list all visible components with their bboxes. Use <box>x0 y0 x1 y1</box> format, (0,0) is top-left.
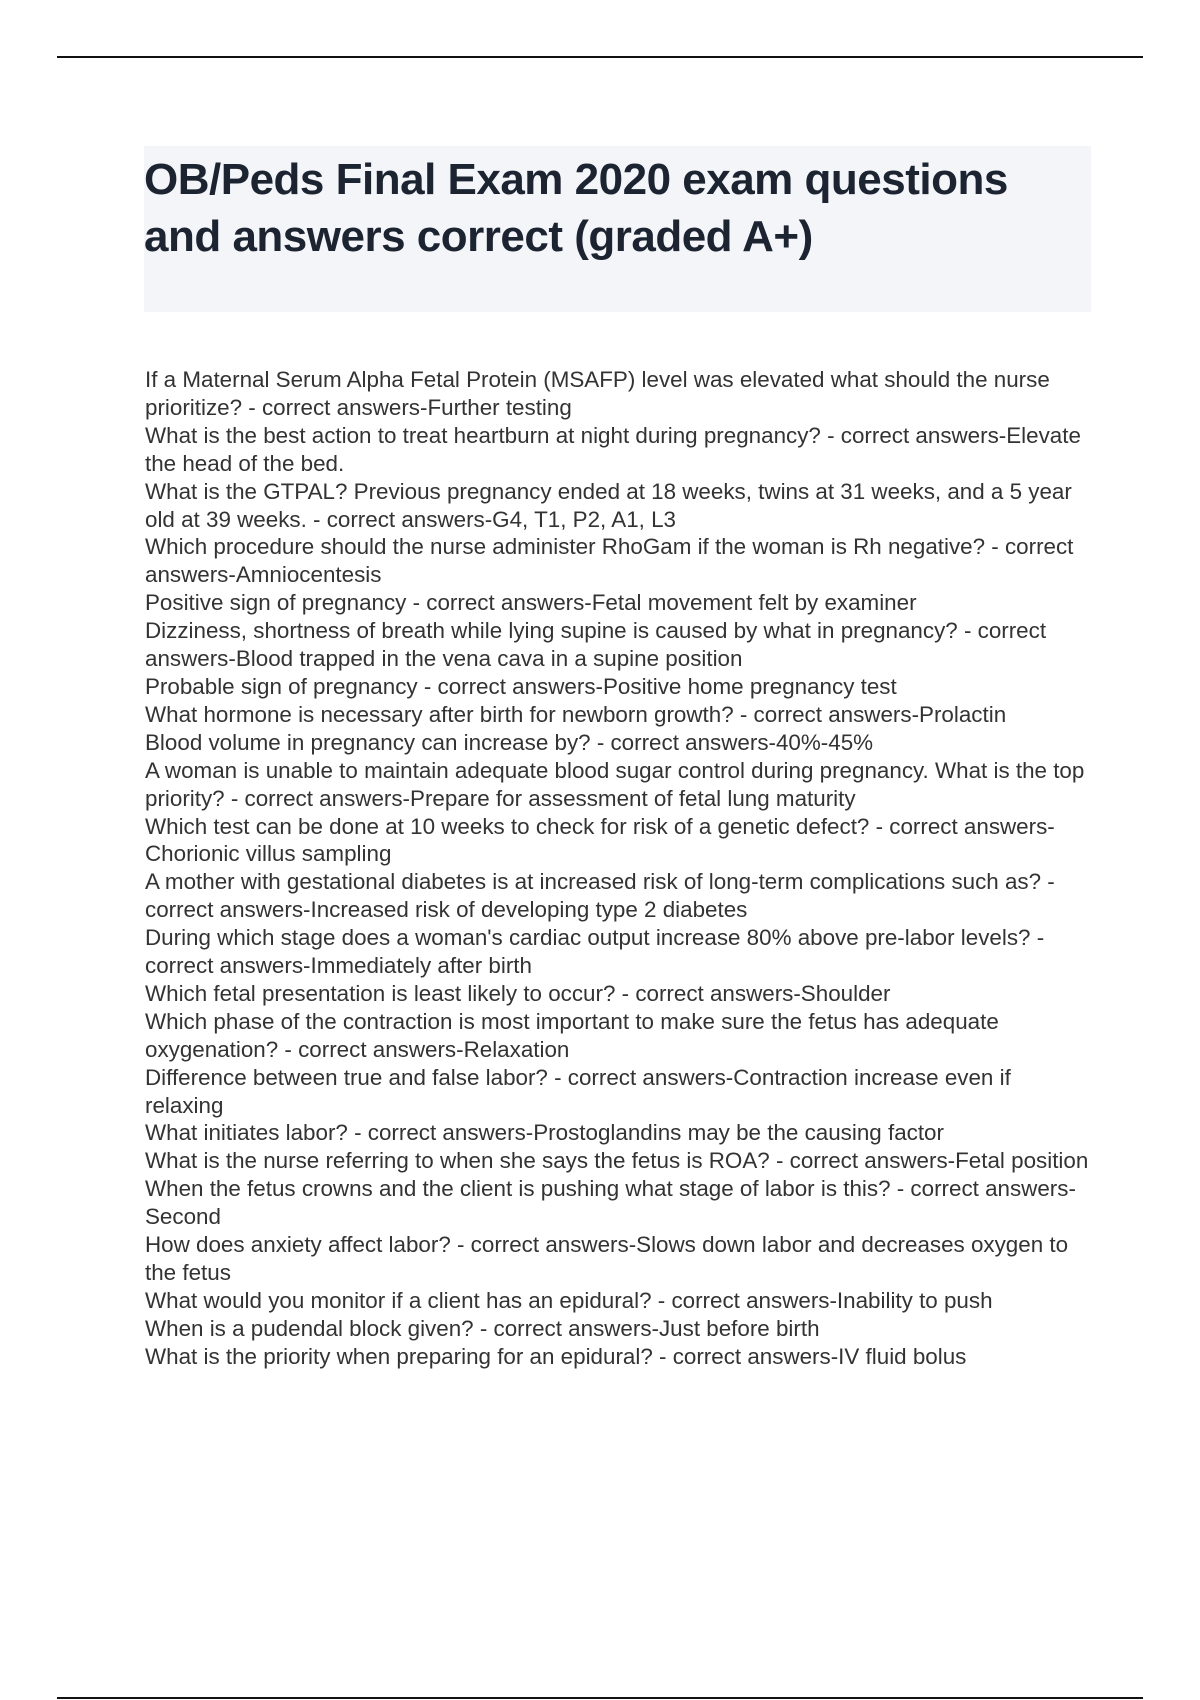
qa-item: What is the priority when preparing for an epidural? - correct answers-IV fluid bolus <box>145 1343 967 1369</box>
title-block <box>144 146 1091 312</box>
qa-item: What hormone is necessary after birth for newborn growth? - correct answers-Prolactin <box>145 701 1007 727</box>
qa-item: Difference between true and false labor? - correct answers-Contraction increase even if relaxing <box>145 1064 1011 1118</box>
qa-item: When the fetus crowns and the client is pushing what stage of labor is this? - correct answers-Second <box>145 1176 1076 1230</box>
qa-item: What is the nurse referring to when she says the fetus is ROA? - correct answers-Fetal position <box>145 1148 1089 1174</box>
document-title: OB/Peds Final Exam 2020 exam questions and answers correct (graded A+) <box>144 155 1008 261</box>
qa-item: What is the best action to treat heartburn at night during pregnancy? - correct answers-Elevate the head of the bed. <box>145 422 1081 476</box>
qa-item: Which test can be done at 10 weeks to check for risk of a genetic defect? - correct answers-Chorionic villus sampling <box>145 813 1055 867</box>
qa-item: During which stage does a woman's cardiac output increase 80% above pre-labor levels? - correct answers-Immediately after birth <box>145 925 1045 979</box>
qa-item: A woman is unable to maintain adequate blood sugar control during pregnancy. What is the top priority? - correct answers-Prepare for assessment of fetal lung maturity <box>145 757 1085 811</box>
qa-item: A mother with gestational diabetes is at increased risk of long-term complications such as? - correct answers-Increased risk of developing type 2 diabetes <box>145 869 1055 923</box>
qa-item: Positive sign of pregnancy - correct answers-Fetal movement felt by examiner <box>145 590 917 616</box>
qa-item: If a Maternal Serum Alpha Fetal Protein (MSAFP) level was elevated what should the nurse prioritize? - correct answers-Further testing <box>145 367 1050 420</box>
bottom-rule <box>57 1697 1143 1699</box>
qa-item: What would you monitor if a client has an epidural? - correct answers-Inability to push <box>145 1287 993 1313</box>
qa-item: Blood volume in pregnancy can increase by? - correct answers-40%-45% <box>145 729 874 755</box>
top-rule <box>57 56 1143 58</box>
qa-item: Which procedure should the nurse administer RhoGam if the woman is Rh negative? - correct answers-Amniocentesis <box>145 534 1074 588</box>
qa-list <box>145 366 1095 1371</box>
qa-item: Dizziness, shortness of breath while lying supine is caused by what in pregnancy? - correct answers-Blood trapped in the vena cava in a supine position <box>145 618 1047 672</box>
qa-item: What is the GTPAL? Previous pregnancy ended at 18 weeks, twins at 31 weeks, and a 5 year old at 39 weeks. - correct answers-G4, T1, P2, A1, L3 <box>145 478 1072 532</box>
qa-item: Which fetal presentation is least likely to occur? - correct answers-Shoulder <box>145 980 891 1006</box>
qa-item: Which phase of the contraction is most important to make sure the fetus has adequate oxygenation? - correct answers-Relaxation <box>145 1008 999 1062</box>
qa-item: Probable sign of pregnancy - correct answers-Positive home pregnancy test <box>145 673 897 699</box>
qa-item: When is a pudendal block given? - correct answers-Just before birth <box>145 1315 820 1341</box>
qa-item: How does anxiety affect labor? - correct answers-Slows down labor and decreases oxygen to the fetus <box>145 1232 1069 1285</box>
qa-item: What initiates labor? - correct answers-Prostoglandins may be the causing factor <box>145 1120 944 1146</box>
